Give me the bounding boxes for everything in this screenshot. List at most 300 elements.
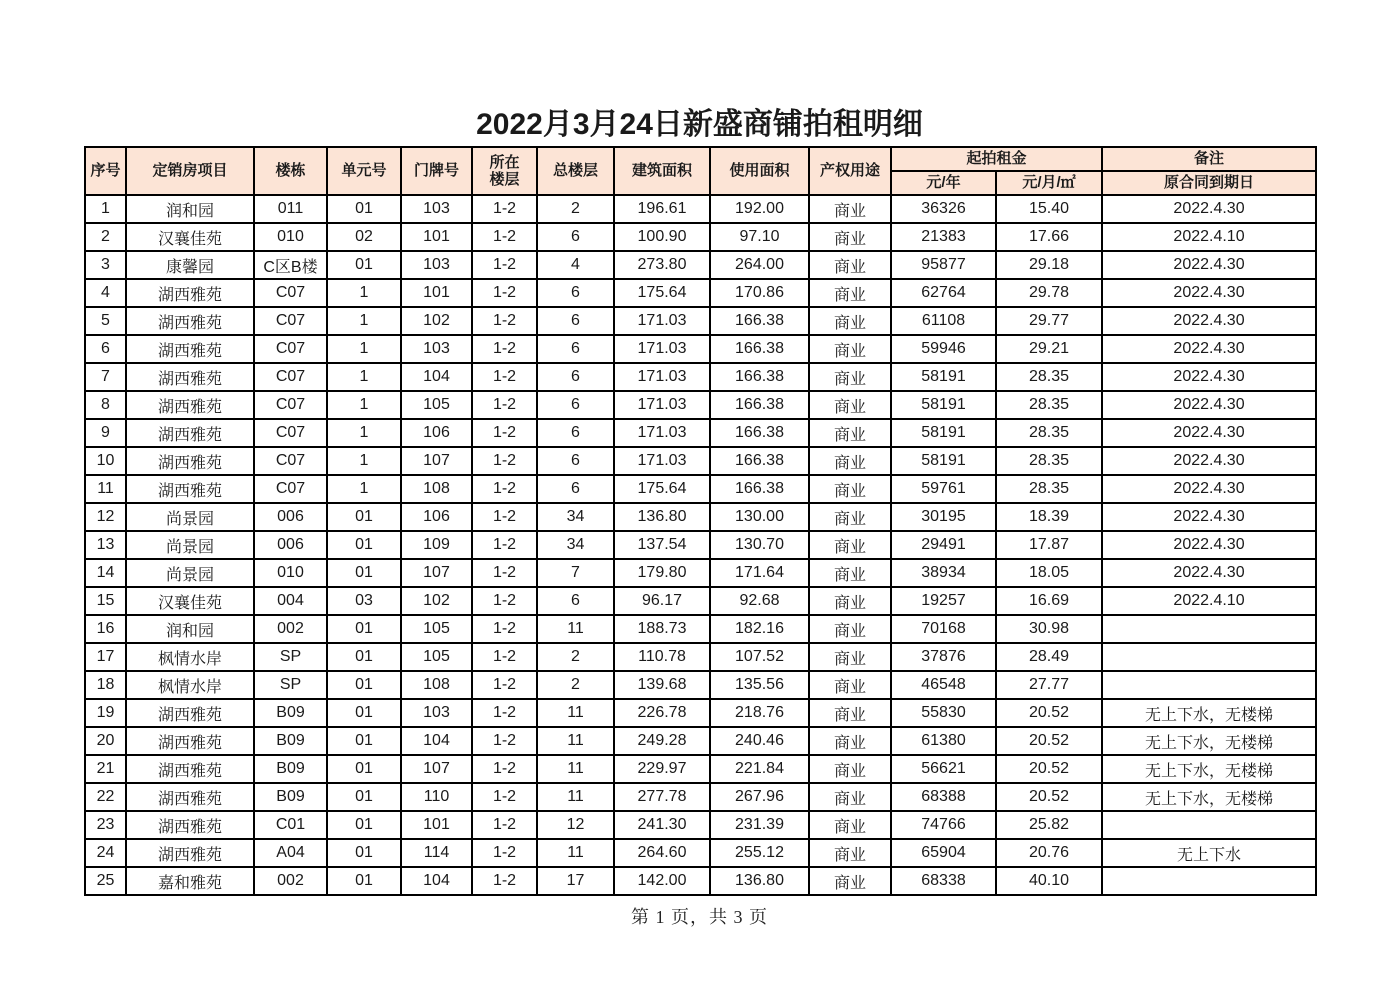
cell-seq: 17 [85, 643, 126, 671]
cell-rent-per-month-sqm: 18.05 [996, 559, 1102, 587]
cell-use-area: 97.10 [710, 223, 809, 251]
table-row [85, 363, 1316, 391]
cell-rent-per-month-sqm: 30.98 [996, 615, 1102, 643]
cell-note: 2022.4.30 [1102, 475, 1316, 503]
table-row [85, 307, 1316, 335]
cell-build-area: 136.80 [614, 503, 710, 531]
cell-rent-per-month-sqm: 40.10 [996, 867, 1102, 895]
cell-rent-per-month-sqm: 20.76 [996, 839, 1102, 867]
cell-note: 2022.4.30 [1102, 419, 1316, 447]
cell-floor: 1-2 [472, 811, 537, 839]
cell-build-area: 175.64 [614, 475, 710, 503]
cell-rent-per-month-sqm: 15.40 [996, 195, 1102, 223]
cell-use-area: 166.38 [710, 335, 809, 363]
cell-door: 109 [401, 531, 472, 559]
cell-seq: 3 [85, 251, 126, 279]
cell-door: 103 [401, 251, 472, 279]
cell-project: 湖西雅苑 [126, 811, 254, 839]
cell-build-area: 229.97 [614, 755, 710, 783]
cell-unit: 01 [327, 671, 401, 699]
cell-seq: 11 [85, 475, 126, 503]
cell-unit: 1 [327, 279, 401, 307]
cell-project: 康馨园 [126, 251, 254, 279]
cell-floor: 1-2 [472, 867, 537, 895]
cell-total-floors: 11 [537, 699, 614, 727]
col-header-unit: 单元号 [327, 147, 401, 195]
cell-total-floors: 6 [537, 279, 614, 307]
cell-usage: 商业 [809, 195, 891, 223]
cell-floor: 1-2 [472, 447, 537, 475]
col-header-rent-per-month-sqm: 元/月/㎡ [996, 171, 1102, 195]
cell-door: 105 [401, 391, 472, 419]
cell-floor: 1-2 [472, 531, 537, 559]
cell-door: 101 [401, 223, 472, 251]
cell-use-area: 182.16 [710, 615, 809, 643]
cell-usage: 商业 [809, 391, 891, 419]
cell-usage: 商业 [809, 279, 891, 307]
table-row [85, 699, 1316, 727]
cell-unit: 01 [327, 559, 401, 587]
cell-total-floors: 6 [537, 475, 614, 503]
cell-project: 尚景园 [126, 531, 254, 559]
cell-unit: 1 [327, 419, 401, 447]
cell-build-area: 96.17 [614, 587, 710, 615]
cell-total-floors: 11 [537, 727, 614, 755]
cell-note: 2022.4.30 [1102, 363, 1316, 391]
page-title: 2022月3月24日新盛商铺拍租明细 [476, 108, 923, 141]
col-header-total-floors: 总楼层 [537, 147, 614, 195]
cell-use-area: 218.76 [710, 699, 809, 727]
cell-project: 湖西雅苑 [126, 783, 254, 811]
cell-floor: 1-2 [472, 783, 537, 811]
cell-total-floors: 6 [537, 363, 614, 391]
cell-usage: 商业 [809, 755, 891, 783]
cell-use-area: 166.38 [710, 391, 809, 419]
cell-build-area: 139.68 [614, 671, 710, 699]
cell-rent-per-month-sqm: 28.35 [996, 447, 1102, 475]
cell-project: 嘉和雅苑 [126, 867, 254, 895]
cell-usage: 商业 [809, 811, 891, 839]
cell-build-area: 241.30 [614, 811, 710, 839]
cell-rent-per-month-sqm: 27.77 [996, 671, 1102, 699]
cell-usage: 商业 [809, 559, 891, 587]
cell-project: 枫情水岸 [126, 643, 254, 671]
cell-floor: 1-2 [472, 195, 537, 223]
cell-floor: 1-2 [472, 419, 537, 447]
table-row [85, 643, 1316, 671]
cell-total-floors: 34 [537, 531, 614, 559]
cell-floor: 1-2 [472, 363, 537, 391]
col-header-note: 原合同到期日 [1102, 171, 1316, 195]
cell-build-area: 142.00 [614, 867, 710, 895]
cell-rent-per-year: 38934 [891, 559, 996, 587]
cell-total-floors: 11 [537, 615, 614, 643]
cell-note: 2022.4.30 [1102, 559, 1316, 587]
cell-rent-per-year: 56621 [891, 755, 996, 783]
cell-rent-per-month-sqm: 25.82 [996, 811, 1102, 839]
page-footer: 第 1 页，共 3 页 [631, 907, 768, 927]
cell-build-area: 171.03 [614, 307, 710, 335]
cell-usage: 商业 [809, 671, 891, 699]
cell-seq: 19 [85, 699, 126, 727]
cell-rent-per-year: 46548 [891, 671, 996, 699]
cell-unit: 1 [327, 391, 401, 419]
table-row [85, 391, 1316, 419]
cell-building: SP [254, 643, 327, 671]
table-row [85, 727, 1316, 755]
table-row [85, 335, 1316, 363]
cell-rent-per-month-sqm: 20.52 [996, 783, 1102, 811]
table-row [85, 503, 1316, 531]
cell-usage: 商业 [809, 503, 891, 531]
cell-use-area: 166.38 [710, 447, 809, 475]
cell-note: 2022.4.10 [1102, 587, 1316, 615]
cell-total-floors: 6 [537, 307, 614, 335]
cell-usage: 商业 [809, 783, 891, 811]
cell-unit: 01 [327, 783, 401, 811]
cell-rent-per-year: 19257 [891, 587, 996, 615]
cell-build-area: 171.03 [614, 391, 710, 419]
cell-build-area: 171.03 [614, 363, 710, 391]
header-row-1 [85, 147, 1316, 171]
cell-seq: 13 [85, 531, 126, 559]
table-row [85, 475, 1316, 503]
cell-rent-per-year: 65904 [891, 839, 996, 867]
cell-note: 无上下水 [1102, 839, 1316, 867]
cell-unit: 01 [327, 195, 401, 223]
cell-seq: 25 [85, 867, 126, 895]
cell-floor: 1-2 [472, 391, 537, 419]
table-row [85, 839, 1316, 867]
cell-building: C区B楼 [254, 251, 327, 279]
cell-door: 104 [401, 363, 472, 391]
cell-floor: 1-2 [472, 839, 537, 867]
col-header-note-group: 备注 [1102, 147, 1316, 171]
cell-note: 2022.4.30 [1102, 251, 1316, 279]
cell-seq: 18 [85, 671, 126, 699]
cell-floor: 1-2 [472, 559, 537, 587]
cell-note [1102, 643, 1316, 671]
cell-project: 枫情水岸 [126, 671, 254, 699]
cell-project: 湖西雅苑 [126, 699, 254, 727]
cell-project: 湖西雅苑 [126, 475, 254, 503]
col-header-use-area: 使用面积 [710, 147, 809, 195]
cell-note [1102, 615, 1316, 643]
cell-floor: 1-2 [472, 615, 537, 643]
cell-building: C07 [254, 363, 327, 391]
cell-build-area: 273.80 [614, 251, 710, 279]
cell-rent-per-month-sqm: 17.66 [996, 223, 1102, 251]
cell-unit: 01 [327, 615, 401, 643]
table-row [85, 587, 1316, 615]
cell-use-area: 166.38 [710, 363, 809, 391]
cell-rent-per-year: 61108 [891, 307, 996, 335]
table-row [85, 615, 1316, 643]
cell-building: A04 [254, 839, 327, 867]
cell-rent-per-year: 55830 [891, 699, 996, 727]
cell-note: 2022.4.30 [1102, 447, 1316, 475]
cell-total-floors: 7 [537, 559, 614, 587]
cell-building: C07 [254, 307, 327, 335]
cell-total-floors: 17 [537, 867, 614, 895]
cell-project: 湖西雅苑 [126, 363, 254, 391]
cell-building: 002 [254, 615, 327, 643]
cell-usage: 商业 [809, 587, 891, 615]
cell-total-floors: 12 [537, 811, 614, 839]
cell-project: 湖西雅苑 [126, 279, 254, 307]
cell-use-area: 267.96 [710, 783, 809, 811]
cell-use-area: 135.56 [710, 671, 809, 699]
cell-floor: 1-2 [472, 307, 537, 335]
cell-note: 无上下水，无楼梯 [1102, 783, 1316, 811]
cell-door: 101 [401, 279, 472, 307]
cell-floor: 1-2 [472, 335, 537, 363]
cell-rent-per-month-sqm: 28.35 [996, 391, 1102, 419]
cell-unit: 01 [327, 643, 401, 671]
cell-rent-per-month-sqm: 20.52 [996, 755, 1102, 783]
cell-seq: 9 [85, 419, 126, 447]
table-row [85, 811, 1316, 839]
cell-usage: 商业 [809, 307, 891, 335]
cell-rent-per-year: 61380 [891, 727, 996, 755]
cell-rent-per-month-sqm: 20.52 [996, 727, 1102, 755]
cell-note: 无上下水，无楼梯 [1102, 699, 1316, 727]
cell-total-floors: 4 [537, 251, 614, 279]
cell-building: B09 [254, 783, 327, 811]
cell-use-area: 166.38 [710, 419, 809, 447]
cell-build-area: 110.78 [614, 643, 710, 671]
table-row [85, 671, 1316, 699]
rental-table [84, 146, 1317, 896]
col-header-floor [472, 147, 537, 195]
cell-door: 103 [401, 335, 472, 363]
cell-door: 104 [401, 727, 472, 755]
cell-note: 2022.4.30 [1102, 503, 1316, 531]
cell-total-floors: 11 [537, 755, 614, 783]
cell-door: 103 [401, 699, 472, 727]
cell-building: C07 [254, 391, 327, 419]
cell-rent-per-month-sqm: 28.35 [996, 475, 1102, 503]
table-body [85, 195, 1316, 895]
cell-building: C07 [254, 447, 327, 475]
cell-building: C07 [254, 279, 327, 307]
cell-building: C07 [254, 335, 327, 363]
cell-rent-per-month-sqm: 29.18 [996, 251, 1102, 279]
cell-total-floors: 34 [537, 503, 614, 531]
cell-use-area: 92.68 [710, 587, 809, 615]
cell-door: 104 [401, 867, 472, 895]
cell-use-area: 192.00 [710, 195, 809, 223]
col-header-floor-label: 所在楼层 [489, 153, 520, 188]
col-header-rent-group: 起拍租金 [891, 147, 1102, 171]
cell-seq: 14 [85, 559, 126, 587]
cell-build-area: 249.28 [614, 727, 710, 755]
cell-usage: 商业 [809, 447, 891, 475]
cell-rent-per-year: 59946 [891, 335, 996, 363]
table-row [85, 559, 1316, 587]
cell-usage: 商业 [809, 867, 891, 895]
cell-total-floors: 11 [537, 839, 614, 867]
cell-project: 汉襄佳苑 [126, 587, 254, 615]
table-row [85, 419, 1316, 447]
cell-rent-per-month-sqm: 20.52 [996, 699, 1102, 727]
cell-build-area: 196.61 [614, 195, 710, 223]
cell-rent-per-year: 58191 [891, 447, 996, 475]
cell-usage: 商业 [809, 475, 891, 503]
cell-building: 002 [254, 867, 327, 895]
cell-build-area: 171.03 [614, 419, 710, 447]
table-row [85, 223, 1316, 251]
cell-note: 无上下水，无楼梯 [1102, 727, 1316, 755]
cell-note: 2022.4.30 [1102, 279, 1316, 307]
cell-total-floors: 6 [537, 223, 614, 251]
cell-unit: 1 [327, 447, 401, 475]
cell-floor: 1-2 [472, 251, 537, 279]
cell-total-floors: 6 [537, 391, 614, 419]
cell-building: 006 [254, 503, 327, 531]
cell-rent-per-year: 70168 [891, 615, 996, 643]
cell-rent-per-month-sqm: 29.77 [996, 307, 1102, 335]
cell-unit: 01 [327, 755, 401, 783]
cell-seq: 20 [85, 727, 126, 755]
cell-unit: 01 [327, 727, 401, 755]
cell-seq: 5 [85, 307, 126, 335]
cell-unit: 1 [327, 363, 401, 391]
cell-total-floors: 6 [537, 419, 614, 447]
cell-rent-per-year: 74766 [891, 811, 996, 839]
table-row [85, 755, 1316, 783]
cell-seq: 2 [85, 223, 126, 251]
cell-floor: 1-2 [472, 279, 537, 307]
cell-unit: 01 [327, 839, 401, 867]
cell-floor: 1-2 [472, 223, 537, 251]
cell-note [1102, 867, 1316, 895]
cell-door: 106 [401, 503, 472, 531]
cell-unit: 1 [327, 335, 401, 363]
cell-project: 湖西雅苑 [126, 307, 254, 335]
cell-unit: 02 [327, 223, 401, 251]
table-row [85, 251, 1316, 279]
cell-seq: 6 [85, 335, 126, 363]
cell-floor: 1-2 [472, 699, 537, 727]
cell-building: 006 [254, 531, 327, 559]
cell-door: 102 [401, 307, 472, 335]
table-row [85, 195, 1316, 223]
cell-unit: 01 [327, 531, 401, 559]
cell-use-area: 240.46 [710, 727, 809, 755]
cell-use-area: 264.00 [710, 251, 809, 279]
cell-project: 湖西雅苑 [126, 727, 254, 755]
cell-note: 2022.4.30 [1102, 335, 1316, 363]
cell-rent-per-month-sqm: 29.21 [996, 335, 1102, 363]
cell-note: 2022.4.30 [1102, 307, 1316, 335]
cell-seq: 10 [85, 447, 126, 475]
cell-seq: 24 [85, 839, 126, 867]
table-row [85, 783, 1316, 811]
cell-door: 105 [401, 615, 472, 643]
cell-rent-per-month-sqm: 18.39 [996, 503, 1102, 531]
cell-door: 107 [401, 755, 472, 783]
cell-build-area: 137.54 [614, 531, 710, 559]
cell-rent-per-year: 36326 [891, 195, 996, 223]
table-header [85, 147, 1316, 195]
cell-building: SP [254, 671, 327, 699]
cell-building: 011 [254, 195, 327, 223]
cell-rent-per-year: 62764 [891, 279, 996, 307]
cell-use-area: 166.38 [710, 475, 809, 503]
cell-build-area: 171.03 [614, 335, 710, 363]
cell-use-area: 221.84 [710, 755, 809, 783]
col-header-usage: 产权用途 [809, 147, 891, 195]
cell-note: 2022.4.30 [1102, 195, 1316, 223]
cell-unit: 01 [327, 699, 401, 727]
cell-use-area: 166.38 [710, 307, 809, 335]
cell-door: 107 [401, 559, 472, 587]
cell-project: 湖西雅苑 [126, 755, 254, 783]
cell-usage: 商业 [809, 531, 891, 559]
cell-project: 尚景园 [126, 559, 254, 587]
cell-use-area: 107.52 [710, 643, 809, 671]
cell-usage: 商业 [809, 615, 891, 643]
col-header-rent-per-year: 元/年 [891, 171, 996, 195]
cell-project: 尚景园 [126, 503, 254, 531]
cell-total-floors: 2 [537, 671, 614, 699]
cell-project: 湖西雅苑 [126, 839, 254, 867]
cell-seq: 12 [85, 503, 126, 531]
cell-note: 2022.4.10 [1102, 223, 1316, 251]
cell-rent-per-year: 21383 [891, 223, 996, 251]
cell-project: 汉襄佳苑 [126, 223, 254, 251]
cell-building: 010 [254, 223, 327, 251]
cell-total-floors: 6 [537, 587, 614, 615]
cell-usage: 商业 [809, 643, 891, 671]
cell-seq: 1 [85, 195, 126, 223]
cell-project: 润和园 [126, 615, 254, 643]
cell-project: 湖西雅苑 [126, 447, 254, 475]
cell-seq: 23 [85, 811, 126, 839]
cell-note: 无上下水，无楼梯 [1102, 755, 1316, 783]
cell-building: B09 [254, 755, 327, 783]
cell-rent-per-month-sqm: 28.35 [996, 419, 1102, 447]
cell-use-area: 171.64 [710, 559, 809, 587]
cell-building: C07 [254, 419, 327, 447]
cell-floor: 1-2 [472, 671, 537, 699]
cell-door: 107 [401, 447, 472, 475]
cell-unit: 01 [327, 251, 401, 279]
table-row [85, 279, 1316, 307]
cell-usage: 商业 [809, 699, 891, 727]
cell-project: 湖西雅苑 [126, 391, 254, 419]
cell-build-area: 226.78 [614, 699, 710, 727]
col-header-project: 定销房项目 [126, 147, 254, 195]
cell-rent-per-year: 68338 [891, 867, 996, 895]
cell-build-area: 171.03 [614, 447, 710, 475]
col-header-building: 楼栋 [254, 147, 327, 195]
cell-door: 114 [401, 839, 472, 867]
cell-total-floors: 6 [537, 335, 614, 363]
cell-seq: 16 [85, 615, 126, 643]
cell-use-area: 255.12 [710, 839, 809, 867]
cell-rent-per-year: 29491 [891, 531, 996, 559]
cell-build-area: 179.80 [614, 559, 710, 587]
cell-door: 102 [401, 587, 472, 615]
cell-rent-per-year: 30195 [891, 503, 996, 531]
cell-project: 湖西雅苑 [126, 335, 254, 363]
cell-unit: 03 [327, 587, 401, 615]
cell-floor: 1-2 [472, 727, 537, 755]
cell-unit: 1 [327, 307, 401, 335]
col-header-build-area: 建筑面积 [614, 147, 710, 195]
